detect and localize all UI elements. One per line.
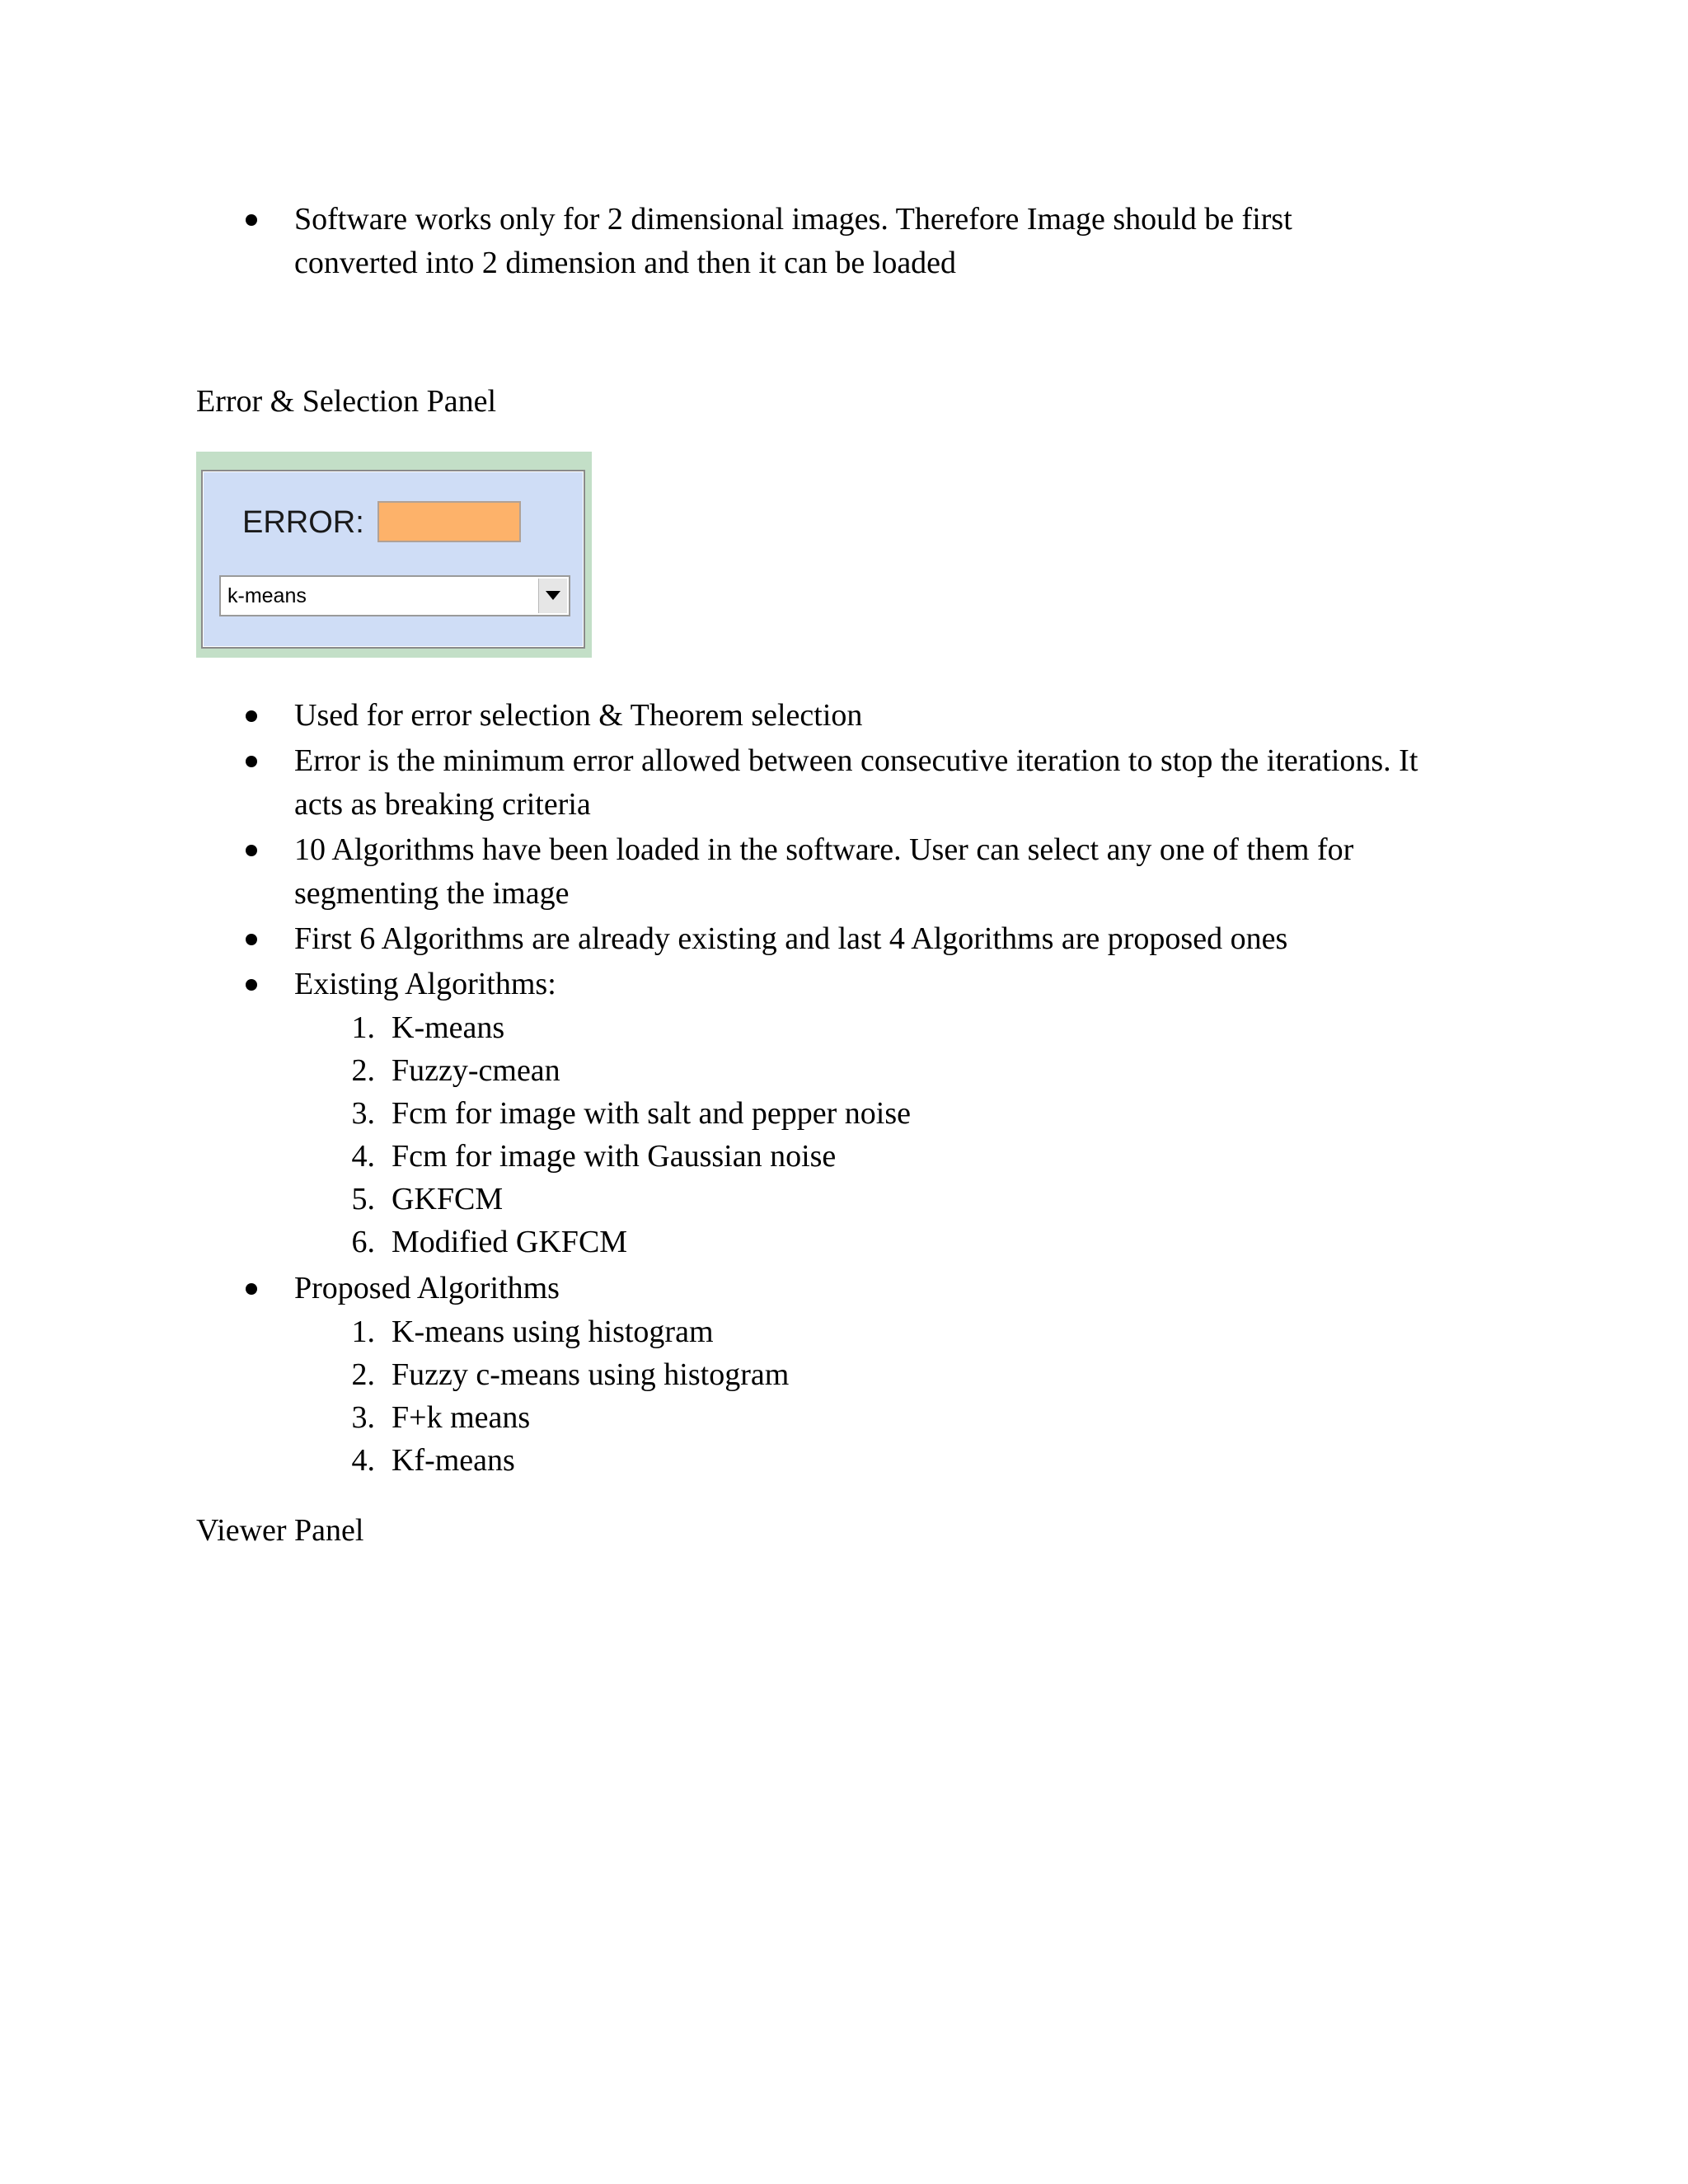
intro-bullet-line-1: Software works only for 2 dimensional images. Therefore Image should be first xyxy=(294,202,1292,237)
list-number: 1. xyxy=(351,1010,375,1045)
bullet-dot xyxy=(246,979,257,991)
algorithm-name: Fcm for image with salt and pepper noise xyxy=(392,1096,912,1131)
algorithm-name: Fcm for image with Gaussian noise xyxy=(392,1139,837,1174)
list-number: 4. xyxy=(351,1139,375,1174)
error-input[interactable] xyxy=(377,501,521,542)
bullet-dot xyxy=(246,934,257,945)
error-selection-panel xyxy=(201,470,585,649)
algorithm-name: K-means using histogram xyxy=(392,1315,714,1349)
list-number: 5. xyxy=(351,1182,375,1216)
bullet-dot xyxy=(246,756,257,767)
algorithm-name: K-means xyxy=(392,1010,505,1045)
list-number: 1. xyxy=(351,1315,375,1349)
bullet-text: First 6 Algorithms are already existing and last 4 Algorithms are proposed ones xyxy=(294,921,1288,956)
error-label: ERROR: xyxy=(242,505,364,540)
list-number: 2. xyxy=(351,1053,375,1088)
chevron-down-icon xyxy=(546,591,560,601)
dropdown-button[interactable] xyxy=(538,579,567,613)
bullet-dot xyxy=(246,710,257,722)
bullet-text: Proposed Algorithms xyxy=(294,1271,560,1305)
bullet-text-line-1: Error is the minimum error allowed between consecutive iteration to stop the iterations. It xyxy=(294,743,1418,778)
bullet-text: Used for error selection & Theorem selection xyxy=(294,698,863,733)
algorithm-name: Fuzzy c-means using histogram xyxy=(392,1357,790,1392)
intro-bullet-line-2: converted into 2 dimension and then it can be loaded xyxy=(294,246,957,280)
bullet-dot xyxy=(246,214,257,226)
algorithm-name: Kf-means xyxy=(392,1443,515,1478)
bullet-text-line-1: 10 Algorithms have been loaded in the software. User can select any one of them for xyxy=(294,832,1354,867)
bullet-text-line-2: acts as breaking criteria xyxy=(294,787,591,822)
viewer-panel-heading: Viewer Panel xyxy=(196,1513,364,1548)
algorithm-name: GKFCM xyxy=(392,1182,504,1216)
algorithm-select-value: k-means xyxy=(227,584,307,607)
error-selection-heading: Error & Selection Panel xyxy=(196,384,497,419)
algorithm-name: F+k means xyxy=(392,1400,531,1435)
algorithm-select[interactable] xyxy=(219,575,570,616)
bullet-dot xyxy=(246,845,257,856)
bullet-dot xyxy=(246,1283,257,1295)
algorithm-name: Fuzzy-cmean xyxy=(392,1053,560,1088)
bullet-text-line-2: segmenting the image xyxy=(294,876,570,911)
algorithm-name: Modified GKFCM xyxy=(392,1225,628,1259)
list-number: 2. xyxy=(351,1357,375,1392)
list-number: 3. xyxy=(351,1096,375,1131)
list-number: 3. xyxy=(351,1400,375,1435)
list-number: 4. xyxy=(351,1443,375,1478)
error-selection-panel-image xyxy=(196,452,592,658)
bullet-text: Existing Algorithms: xyxy=(294,967,556,1001)
list-number: 6. xyxy=(351,1225,375,1259)
